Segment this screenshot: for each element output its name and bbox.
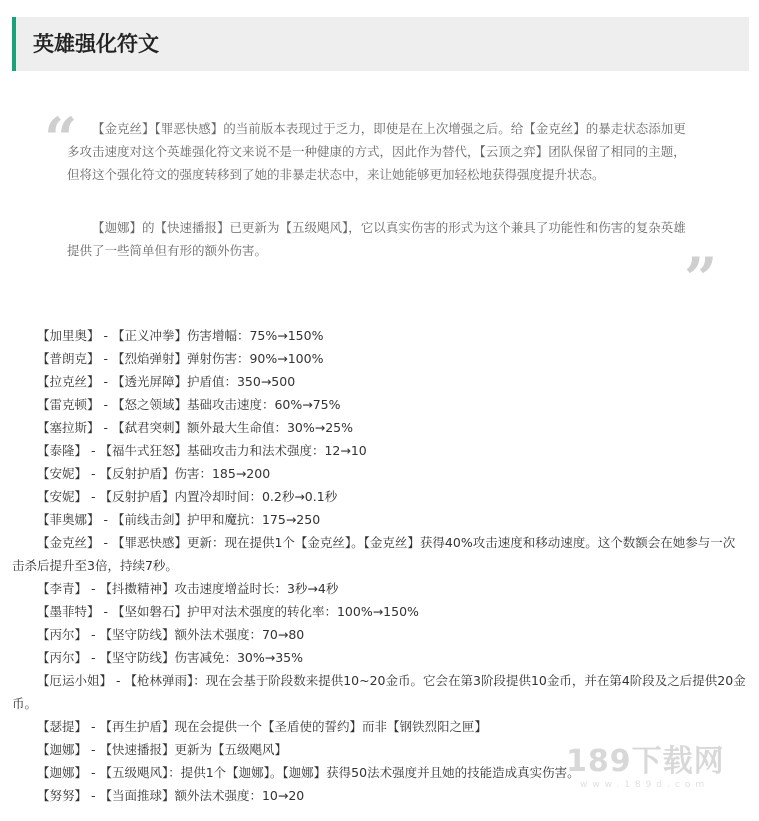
change-item: 【雷克顿】 - 【怒之领域】基础攻击速度：60%→75%: [37, 397, 341, 412]
site-watermark: [566, 744, 725, 790]
title-bar: [12, 17, 749, 71]
change-item: 【墨菲特】 - 【坚如磐石】护甲对法术强度的转化率：100%→150%: [37, 604, 419, 619]
change-list: [12, 324, 747, 807]
change-item: 【加里奥】 - 【正义冲拳】伤害增幅：75%→150%: [37, 328, 324, 343]
change-item: 【瑟提】 - 【再生护盾】现在会提供一个【圣盾使的誓约】而非【钢铁烈阳之匣】: [37, 719, 487, 734]
change-item: 【丙尔】 - 【坚守防线】额外法术强度：70→80: [37, 627, 305, 642]
watermark-url: www.189d.com: [580, 780, 710, 790]
change-item: 【李青】 - 【抖擞精神】攻击速度增益时长：3秒→4秒: [37, 581, 339, 596]
change-item: 【塞拉斯】 - 【弑君突刺】额外最大生命值：30%→25%: [37, 420, 353, 435]
watermark-logo-text: 189下载网: [566, 744, 725, 779]
change-item: 【丙尔】 - 【坚守防线】伤害减免：30%→35%: [37, 650, 303, 665]
change-item: 【泰隆】 - 【福牛式狂怒】基础攻击力和法术强度：12→10: [37, 443, 367, 458]
change-item: 【拉克丝】 - 【透光屏障】护盾值：350→500: [37, 374, 296, 389]
change-item: 【菲奥娜】 - 【前线击剑】护甲和魔抗：175→250: [37, 512, 321, 527]
change-item: 【安妮】 - 【反射护盾】内置冷却时间：0.2秒→0.1秒: [37, 489, 338, 504]
change-item: 【安妮】 - 【反射护盾】伤害：185→200: [37, 466, 271, 481]
change-item: 【努努】 - 【当面推球】额外法术强度：10→20: [37, 788, 305, 803]
quote-paragraph: 【金克丝】【罪恶快感】的当前版本表现过于乏力，即使是在上次增强之后。给【金克丝】的暴走状态添加更多攻击速度对这个英雄强化符文来说不是一种健康的方式，因此作为替代，【云顶之弈】团队保留了相同的主题，但将这个强化符文的强度转移到了她的非暴走状态中，来让她能够更加轻松地获得强度提升状态。: [67, 121, 686, 182]
close-quote-icon: ”: [684, 245, 718, 313]
change-item: 【普朗克】 - 【烈焰弹射】弹射伤害：90%→100%: [37, 351, 324, 366]
open-quote-icon: “: [44, 105, 78, 173]
change-item: 【迦娜】 - 【五级飓风】：提供1个【迦娜】。【迦娜】获得50法术强度并且她的技能造成真实伤害。: [37, 765, 580, 780]
change-item: 【金克丝】 - 【罪恶快感】更新：现在提供1个【金克丝】。【金克丝】获得40%攻击速度和移动速度。这个数额会在她参与一次击杀后提升至3倍，持续7秒。: [12, 535, 736, 573]
blockquote: [0, 105, 759, 313]
change-item: 【迦娜】 - 【快速播报】更新为【五级飓风】: [37, 742, 287, 757]
quote-paragraph: 【迦娜】的【快速播报】已更新为【五级飓风】，它以真实伤害的形式为这个兼具了功能性和伤害的复杂英雄提供了一些简单但有形的额外伤害。: [67, 220, 686, 258]
change-item: 【厄运小姐】 - 【枪林弹雨】：现在会基于阶段数来提供10~20金币。它会在第3阶段提供10金币，并在第4阶段及之后提供20金币。: [12, 673, 746, 711]
page-title: 英雄强化符文: [33, 32, 159, 56]
